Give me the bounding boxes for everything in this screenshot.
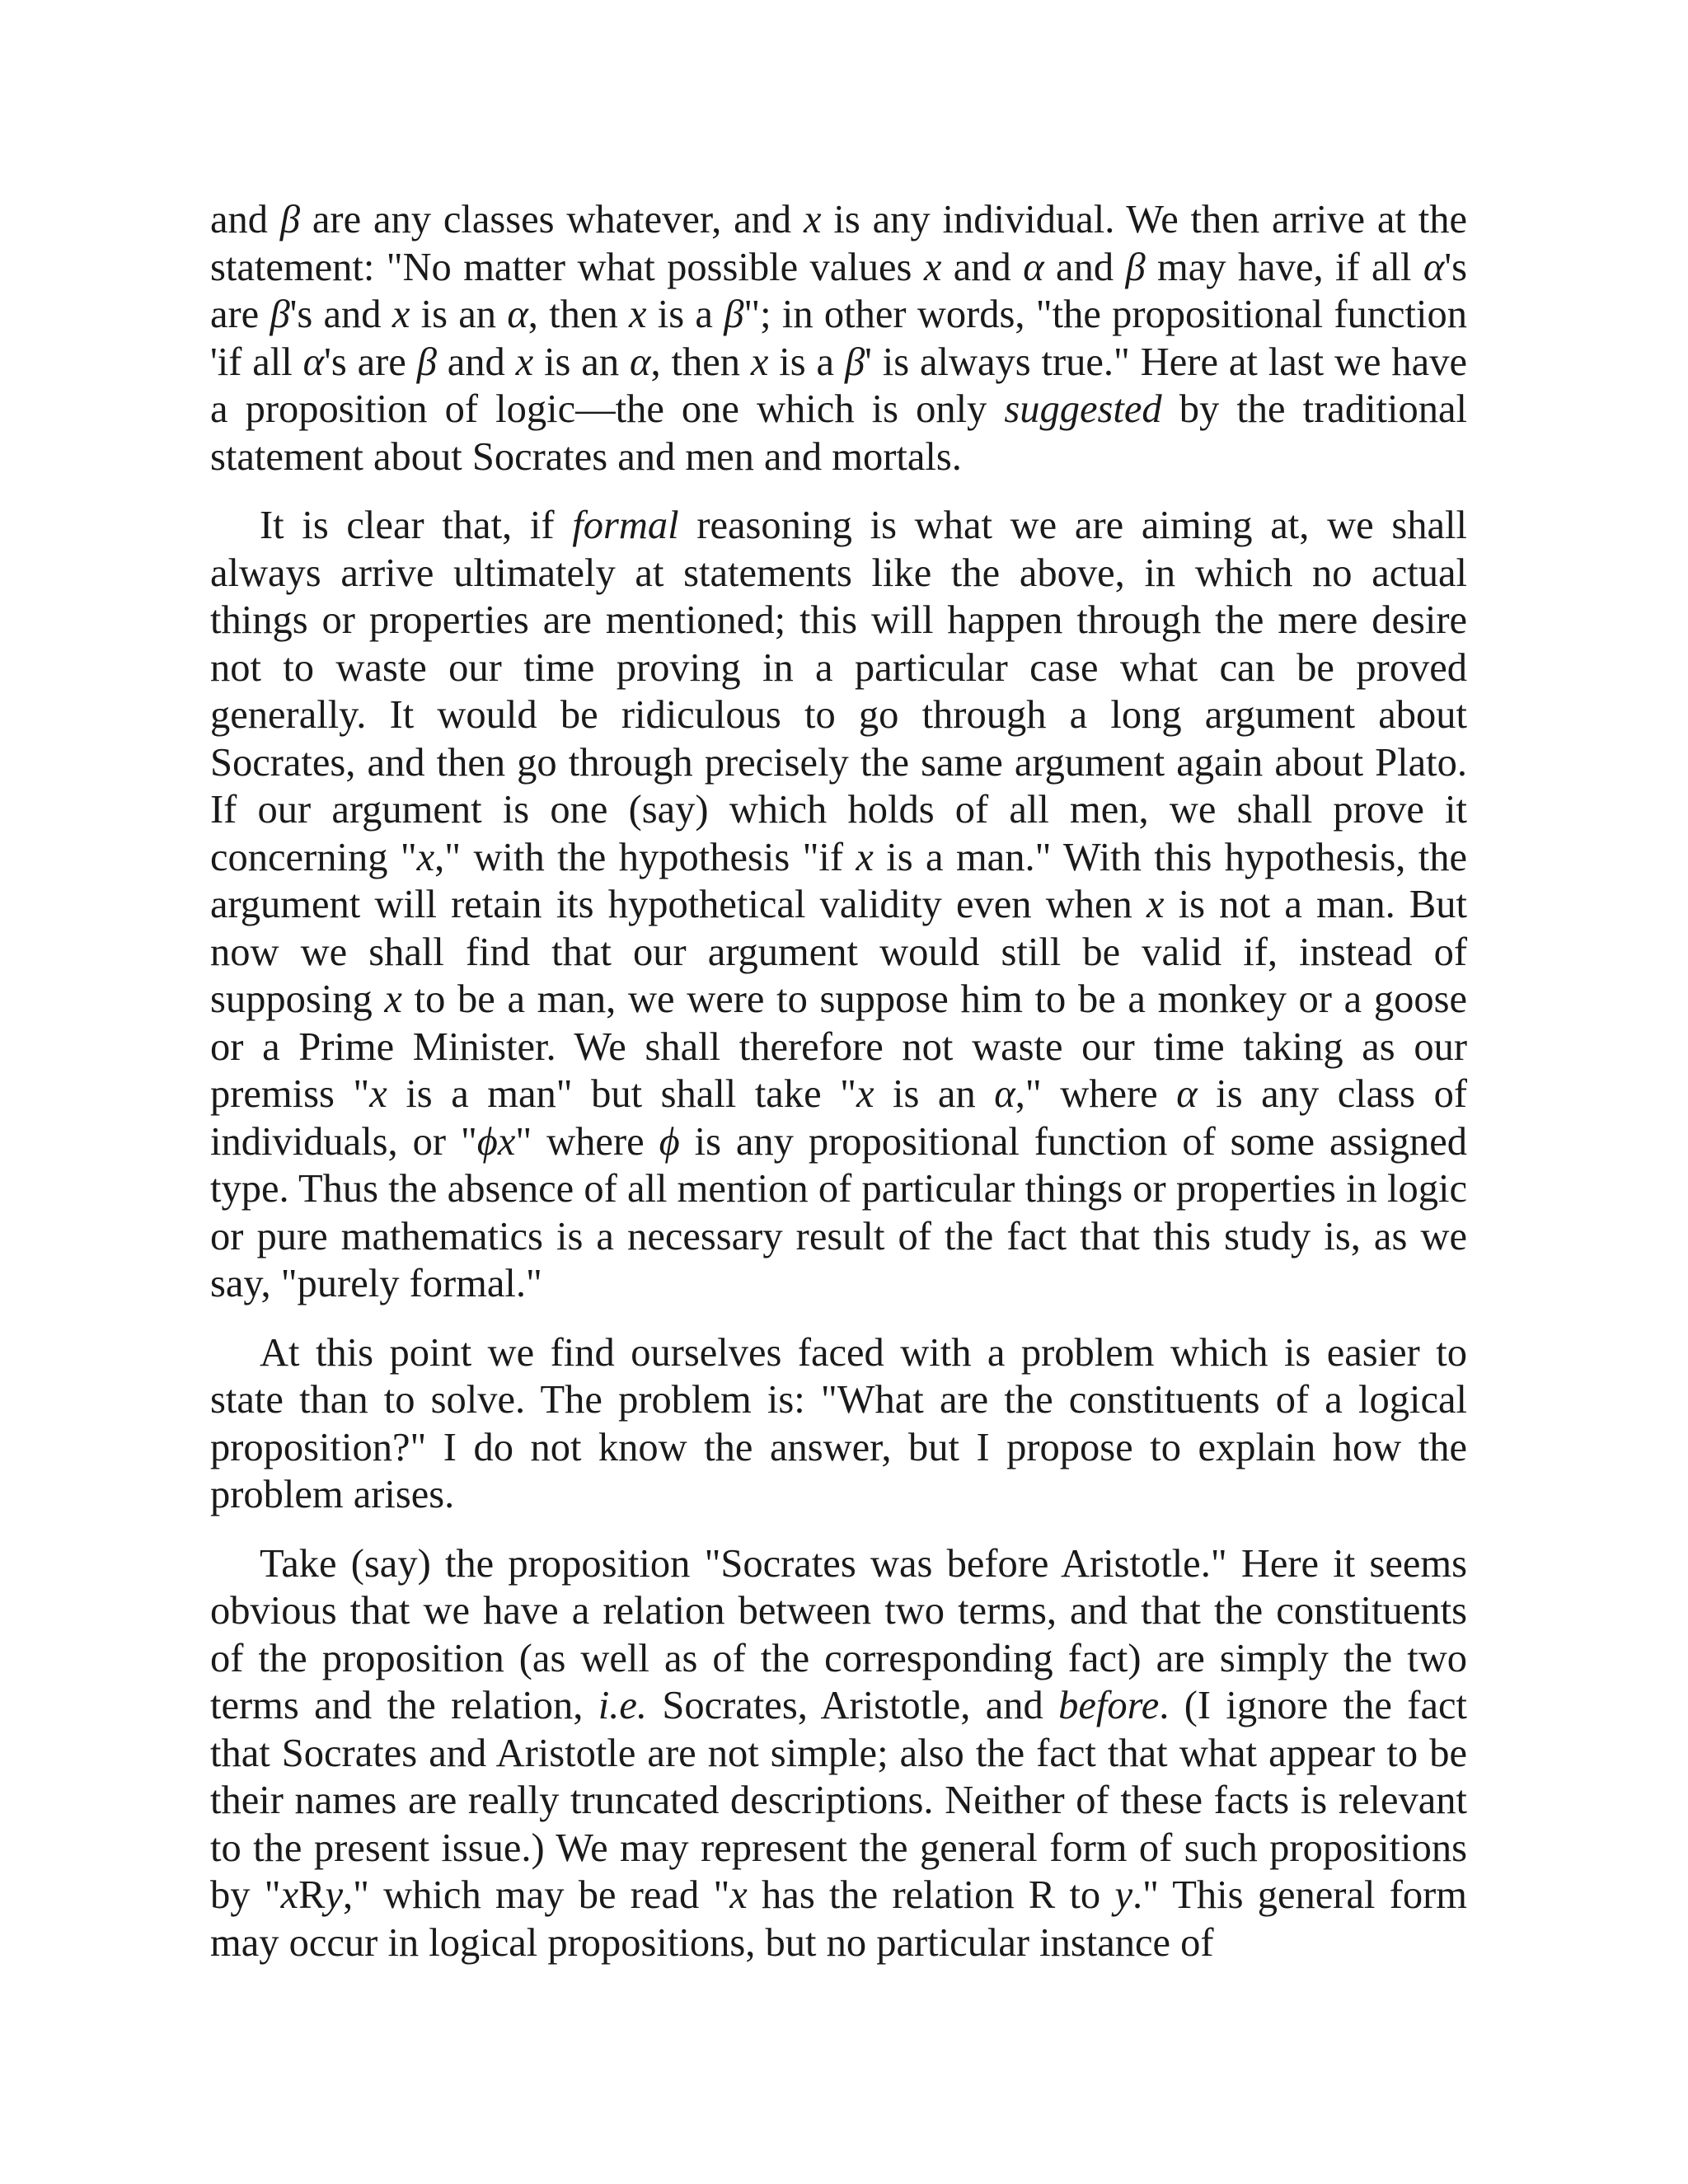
text-run: and bbox=[1043, 245, 1126, 289]
text-run: is any class of individuals, or " bbox=[210, 1072, 1467, 1164]
math-symbol: α bbox=[507, 293, 528, 336]
document-page bbox=[210, 196, 1467, 1988]
text-run: , then bbox=[650, 340, 751, 384]
text-run: has the relation R to bbox=[747, 1873, 1115, 1917]
text-run: to be a man, we were to suppose him to be a monkey or a goose or a Prime Minister. We shall therefore not waste our time taking as our premiss " bbox=[210, 977, 1467, 1116]
paragraph-4 bbox=[210, 1540, 1467, 1967]
text-run: "; in other words, "the propositional function 'if all bbox=[210, 293, 1467, 384]
text-run: , then bbox=[528, 293, 629, 336]
paragraph-3 bbox=[210, 1329, 1467, 1519]
emphasis-text: suggested bbox=[1004, 387, 1162, 431]
math-symbol: x bbox=[628, 293, 647, 336]
text-run: . (I ignore the fact that Socrates and Aristotle are not simple; also the fact that what appear to be their names are really truncated descriptions. Neither of these facts is relevant to the present issue.) We may represent the general form of such propositions by " bbox=[210, 1684, 1467, 1917]
text-run: is an bbox=[874, 1072, 995, 1116]
math-symbol: x bbox=[515, 340, 534, 384]
text-run: is any propositional function of some assigned type. Thus the absence of all mention of particular things or properties in logic or pure mathematics is a necessary result of the fact that this study is, as we say, "purely formal." bbox=[210, 1119, 1468, 1305]
text-run: ' is always true." Here at last we have a proposition of logic—the one which is only bbox=[210, 340, 1467, 431]
text-run: At this point we find ourselves faced with a problem which is easier to state than to solve. The problem is: "What are the constituents of a logical proposition?" I do not know the answer, but I propose to explain how the problem arises. bbox=[210, 1330, 1467, 1516]
math-symbol: β bbox=[1125, 245, 1146, 289]
paragraph-2 bbox=[210, 502, 1467, 1308]
text-run: ," which may be read " bbox=[342, 1873, 730, 1917]
text-run: may have, if all bbox=[1145, 245, 1423, 289]
text-run: is a bbox=[768, 340, 845, 384]
text-run: and bbox=[436, 340, 516, 384]
text-run: Socrates, Aristotle, and bbox=[647, 1684, 1059, 1727]
math-symbol: x bbox=[392, 293, 410, 336]
math-symbol: x bbox=[750, 340, 769, 384]
text-run: ." This general form may occur in logical propositions, but no particular instance of bbox=[210, 1873, 1467, 1965]
math-symbol: x bbox=[1146, 883, 1165, 926]
math-symbol: α bbox=[994, 1072, 1015, 1116]
math-symbol: x bbox=[729, 1873, 748, 1917]
text-run: by the traditional statement about Socrates and men and mortals. bbox=[210, 387, 1467, 479]
math-symbol: y bbox=[325, 1873, 343, 1917]
text-run: ," where bbox=[1015, 1072, 1177, 1116]
math-symbol: x bbox=[923, 245, 942, 289]
text-run: Take (say) the proposition "Socrates was before Aristotle." Here it seems obvious that we have a relation between two terms, and that the constituents of the proposition (as well as of the corresponding fact) are simply the two terms and the relation, bbox=[210, 1541, 1467, 1727]
math-symbol: ϕx bbox=[476, 1119, 516, 1164]
paragraph-1 bbox=[210, 196, 1467, 480]
text-run: 's are bbox=[210, 245, 1468, 336]
text-run: are any classes whatever, and bbox=[300, 198, 804, 241]
math-symbol: x bbox=[280, 1873, 299, 1917]
math-symbol: β bbox=[844, 340, 865, 384]
text-run: reasoning is what we are aiming at, we shall always arrive ultimately at statements like the above, in which no actual things or properties are mentioned; this will happen through the mere desire not to waste our time proving in a particular case what can be proved generally. It would be ridiculous to go through a long argument about Socrates, and then go through precisely the same argument again about Plato. If our argument is one (say) which holds of all men, we shall prove it concerning " bbox=[210, 504, 1467, 879]
text-run: R bbox=[298, 1873, 326, 1917]
math-symbol: α bbox=[1176, 1072, 1198, 1116]
text-run: is not a man. But now we shall find that our argument would still be valid if, instead of supposing bbox=[210, 883, 1467, 1021]
text-run: is a man." With this hypothesis, the argument will retain its hypothetical validity even when bbox=[210, 835, 1467, 926]
emphasis-text: i.e. bbox=[598, 1684, 648, 1727]
emphasis-text: formal bbox=[572, 504, 679, 547]
math-symbol: α bbox=[629, 340, 651, 384]
math-symbol: α bbox=[1423, 245, 1445, 289]
text-run: is an bbox=[533, 340, 630, 384]
text-run: is a man" but shall take " bbox=[387, 1072, 856, 1116]
text-run: " where bbox=[515, 1119, 659, 1164]
text-run: 's and bbox=[289, 293, 392, 336]
math-symbol: ϕ bbox=[659, 1119, 680, 1164]
text-run: ," with the hypothesis "if bbox=[434, 835, 856, 879]
math-symbol: x bbox=[804, 198, 822, 241]
text-run: is any individual. We then arrive at the statement: "No matter what possible values bbox=[210, 198, 1467, 289]
math-symbol: y bbox=[1114, 1873, 1132, 1917]
text-run: 's are bbox=[324, 340, 417, 384]
text-run: is an bbox=[410, 293, 508, 336]
math-symbol: x bbox=[384, 977, 402, 1021]
math-symbol: β bbox=[270, 293, 290, 336]
text-run: and bbox=[941, 245, 1024, 289]
text-run: and bbox=[210, 198, 280, 241]
math-symbol: α bbox=[1023, 245, 1044, 289]
emphasis-text: before bbox=[1058, 1684, 1160, 1727]
math-symbol: x bbox=[416, 835, 435, 879]
math-symbol: x bbox=[856, 835, 874, 879]
math-symbol: β bbox=[416, 340, 437, 384]
math-symbol: α bbox=[302, 340, 325, 384]
math-symbol: x bbox=[856, 1072, 874, 1116]
math-symbol: β bbox=[279, 198, 301, 241]
text-run: It is clear that, if bbox=[260, 504, 573, 547]
math-symbol: β bbox=[724, 293, 744, 336]
math-symbol: x bbox=[369, 1072, 387, 1116]
text-run: is a bbox=[646, 293, 724, 336]
